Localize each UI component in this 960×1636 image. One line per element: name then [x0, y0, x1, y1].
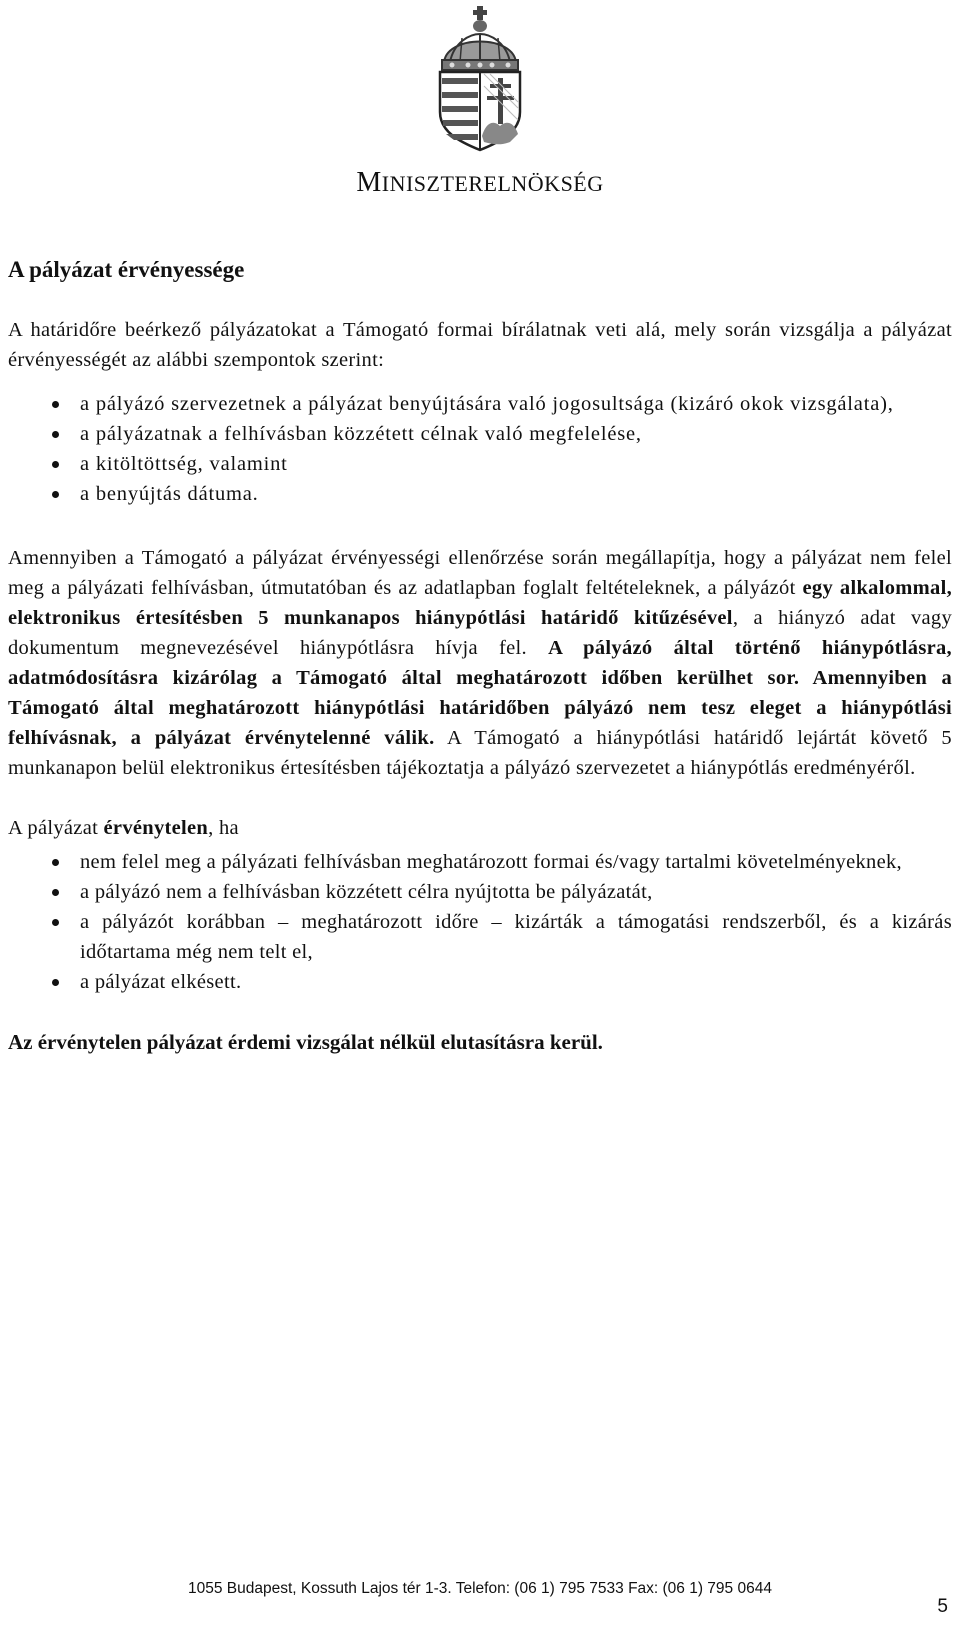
- list-item: a pályázót korábban – meghatározott időre – kizárták a támogatási rendszerből, és a kizárás időtartama még nem telt el,: [8, 907, 952, 967]
- main-content: [8, 255, 952, 1057]
- list-item: a pályázatnak a felhívásban közzétett célnak való megfelelése,: [8, 419, 952, 449]
- list-item: a pályázó nem a felhívásban közzétett célra nyújtotta be pályázatát,: [8, 877, 952, 907]
- bullet-icon: [52, 401, 59, 408]
- bullet-icon: [52, 431, 59, 438]
- ministry-name: MINISZTERELNÖKSÉG: [356, 167, 604, 198]
- list-item: nem felel meg a pályázati felhívásban meghatározott formai és/vagy tartalmi követelményeknek,: [8, 847, 952, 877]
- list-item: a kitöltöttség, valamint: [8, 449, 952, 479]
- section-heading: A pályázat érvényessége: [8, 257, 245, 282]
- list-item: a pályázó szervezetnek a pályázat benyújtására való jogosultsága (kizáró okok vizsgálata),: [8, 389, 952, 419]
- bullet-icon: [52, 491, 59, 498]
- closing-statement: Az érvénytelen pályázat érdemi vizsgálat nélkül elutasításra kerül.: [8, 1030, 603, 1054]
- criteria-list: [8, 389, 952, 509]
- bullet-icon: [52, 919, 59, 926]
- invalid-reasons-list: [8, 847, 952, 997]
- bullet-icon: [52, 979, 59, 986]
- bullet-icon: [52, 859, 59, 866]
- page-number: 5: [937, 1596, 948, 1617]
- missing-documents-paragraph: Amennyiben a Támogató a pályázat érvényességi ellenőrzése során megállapítja, hogy a pályázat nem felel meg a pályázati felhívásban, útmutatóban és az adatlapban foglalt feltételeknek, a pályázót egy alkalommal, elektronikus értesítésben 5 munkanapos hiánypótlási határidő kitűzésével, a hiányzó adat vagy dokumentum megnevezésével hiánypótlásra hívja fel. A pályázó által történő hiánypótlásra, adatmódosításra kizárólag a Támogató által meghatározott időben kerülhet sor. Amennyiben a Támogató által meghatározott hiánypótlási határidőben pályázó nem tesz eleget a hiánypótlási felhívásnak, a pályázat érvénytelenné válik. A Támogató a hiánypótlási határidő lejártát követő 5 munkanapon belül elektronikus értesítésben tájékoztatja a pályázó szervezetet a hiánypótlás eredményéről.: [8, 547, 952, 779]
- list-item: a benyújtás dátuma.: [8, 479, 952, 509]
- list-item: a pályázat elkésett.: [8, 967, 952, 997]
- intro-paragraph: A határidőre beérkező pályázatokat a Támogató formai bírálatnak veti alá, mely során vizsgálja a pályázat érvényességét az alábbi szempontok szerint:: [8, 319, 952, 371]
- invalid-intro-paragraph: A pályázat érvénytelen, ha: [8, 817, 239, 839]
- bullet-icon: [52, 461, 59, 468]
- hungarian-coat-of-arms-icon: [430, 4, 530, 154]
- bullet-icon: [52, 889, 59, 896]
- footer-address: 1055 Budapest, Kossuth Lajos tér 1-3. Telefon: (06 1) 795 7533 Fax: (06 1) 795 0644: [188, 1580, 772, 1597]
